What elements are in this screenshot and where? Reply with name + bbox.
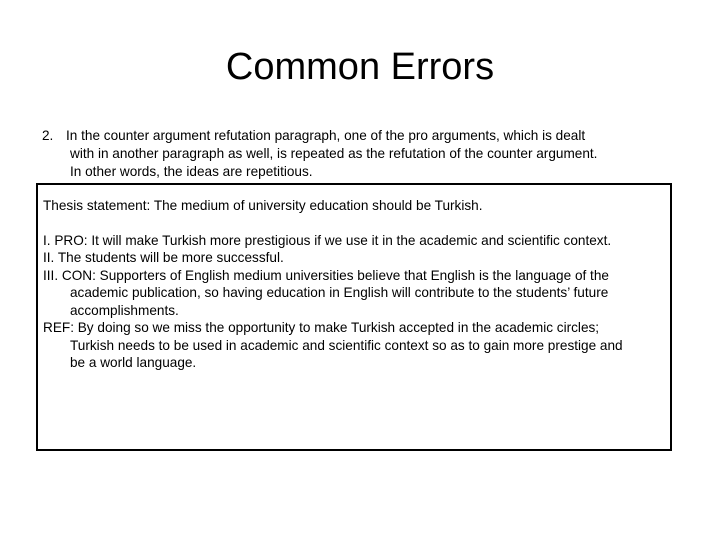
thesis-statement: Thesis statement: The medium of university education should be Turkish. xyxy=(43,198,483,213)
error-description-line: with in another paragraph as well, is repeated as the refutation of the counter argument. xyxy=(70,146,598,161)
outline-list xyxy=(43,232,672,372)
outline-line: academic publication, so having education in English will contribute to the students’ future xyxy=(70,285,609,300)
outline-line: I. PRO: It will make Turkish more prestigious if we use it in the academic and scientific context. xyxy=(43,232,612,248)
outline-line: Turkish needs to be used in academic and scientific context so as to gain more prestige and xyxy=(70,337,623,353)
list-number: 2. xyxy=(42,128,54,143)
error-description-line: In other words, the ideas are repetitious. xyxy=(70,164,313,179)
example-outline-content xyxy=(43,197,672,372)
outline-line: REF: By doing so we miss the opportunity to make Turkish accepted in the academic circles; xyxy=(43,320,600,335)
outline-line: III. CON: Supporters of English medium universities believe that English is the language of the xyxy=(43,267,609,283)
error-description-line xyxy=(42,127,682,145)
outline-line: accomplishments. xyxy=(70,302,179,318)
outline-line: be a world language. xyxy=(70,355,197,370)
error-description xyxy=(42,127,682,181)
example-outline-box xyxy=(36,183,672,451)
error-description-text: In the counter argument refutation paragraph, one of the pro arguments, which is dealt xyxy=(66,128,586,143)
slide-title: Common Errors xyxy=(225,46,495,88)
outline-line: II. The students will be more successful. xyxy=(43,250,284,265)
